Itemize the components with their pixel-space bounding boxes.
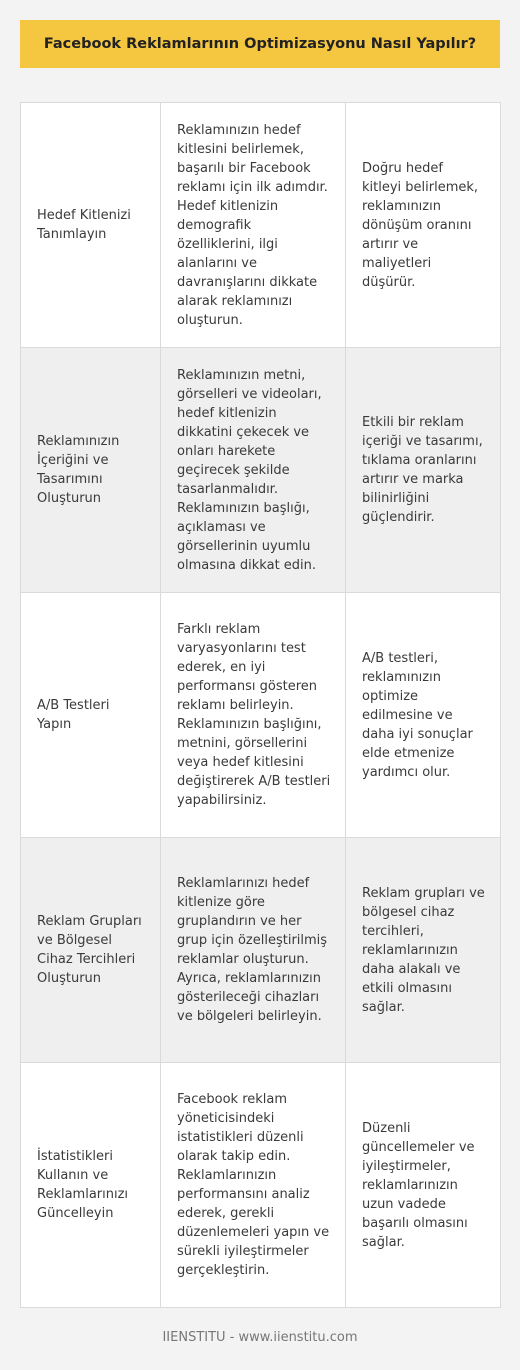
benefit-cell: Düzenli güncellemeler ve iyileştirmeler, reklamlarınızın uzun vadede başarılı olmasını sağlar.: [346, 1063, 501, 1308]
description-cell: Farklı reklam varyasyonlarını test ederek, en iyi performansı gösteren reklamı belirleyin. Reklamınızın başlığını, metnini, görsellerini veya hedef kitlesini değiştirerek A/B testleri yapabilirsiniz.: [161, 593, 346, 838]
description-cell: Reklamınızın hedef kitlesini belirlemek, başarılı bir Facebook reklamı için ilk adımdır. Hedef kitlenizin demografik özelliklerini, ilgi alanlarını ve davranışlarını dikkate alarak reklamınızı oluşturun.: [161, 103, 346, 348]
benefit-cell: A/B testleri, reklamınızın optimize edilmesine ve daha iyi sonuçlar elde etmenize yardımcı olur.: [346, 593, 501, 838]
table-row: [21, 838, 501, 1063]
table-row: [21, 103, 501, 348]
footer-credit: IIENSTITU - www.iienstitu.com: [162, 1330, 358, 1345]
benefit-cell: Reklam grupları ve bölgesel cihaz tercihleri, reklamlarınızın daha alakalı ve etkili olmasını sağlar.: [346, 838, 501, 1063]
description-cell: Reklamınızın metni, görselleri ve videoları, hedef kitlenizin dikkatini çekecek ve onları harekete geçirecek şekilde tasarlanmalıdır. Reklamınızın başlığı, açıklaması ve görsellerinin uyumlu olmasına dikkat edin.: [161, 348, 346, 593]
step-cell: Hedef Kitlenizi Tanımlayın: [21, 103, 161, 348]
title-banner: [20, 20, 500, 68]
step-cell: A/B Testleri Yapın: [21, 593, 161, 838]
benefit-cell: Doğru hedef kitleyi belirlemek, reklamınızın dönüşüm oranını artırır ve maliyetleri düşürür.: [346, 103, 501, 348]
optimization-table: [20, 102, 501, 1308]
benefit-cell: Etkili bir reklam içeriği ve tasarımı, tıklama oranlarını artırır ve marka bilinirliğini güçlendirir.: [346, 348, 501, 593]
description-cell: Facebook reklam yöneticisindeki istatistikleri düzenli olarak takip edin. Reklamlarınızın performansını analiz ederek, gerekli düzenlemeleri yapın ve sürekli iyileştirmeler gerçekleştirin.: [161, 1063, 346, 1308]
table-row: [21, 1063, 501, 1308]
page-title: Facebook Reklamlarının Optimizasyonu Nasıl Yapılır?: [43, 36, 477, 52]
step-cell: Reklam Grupları ve Bölgesel Cihaz Tercihleri Oluşturun: [21, 838, 161, 1063]
step-cell: İstatistikleri Kullanın ve Reklamlarınızı Güncelleyin: [21, 1063, 161, 1308]
table-row: [21, 593, 501, 838]
table-row: [21, 348, 501, 593]
step-cell: Reklamınızın İçeriğini ve Tasarımını Oluşturun: [21, 348, 161, 593]
description-cell: Reklamlarınızı hedef kitlenize göre gruplandırın ve her grup için özelleştirilmiş reklamlar oluşturun. Ayrıca, reklamlarınızın gösterileceği cihazları ve bölgeleri belirleyin.: [161, 838, 346, 1063]
